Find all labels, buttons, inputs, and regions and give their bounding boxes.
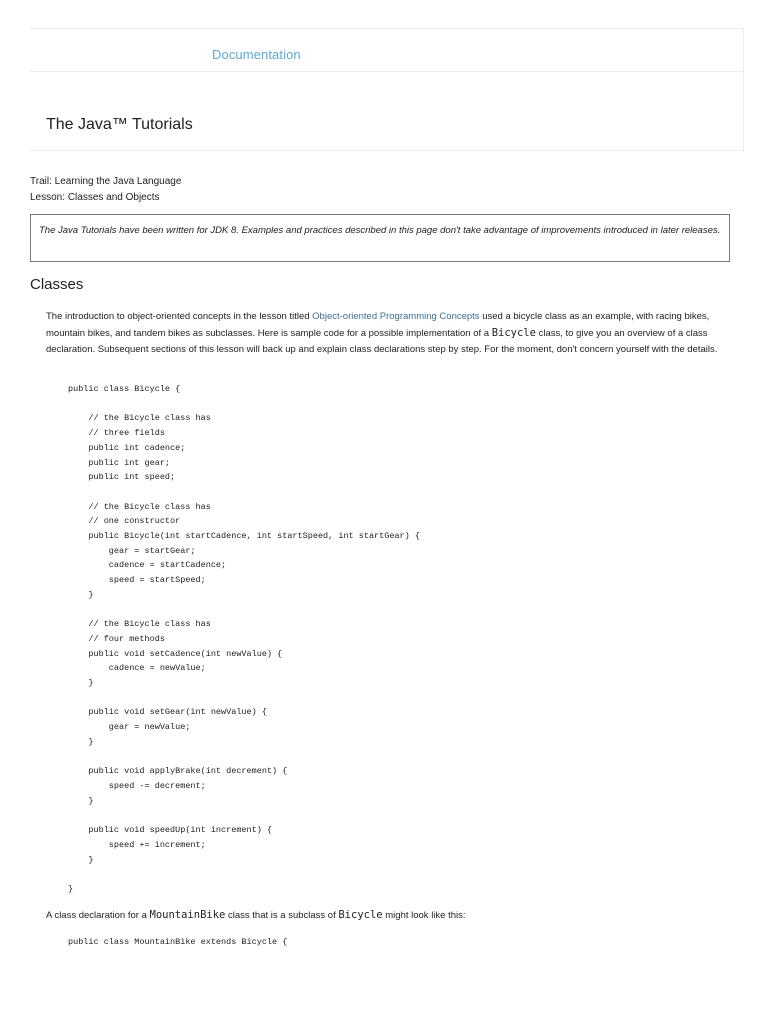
code-line: cadence = startCadence; bbox=[68, 560, 227, 571]
breadcrumb-trail bbox=[30, 174, 181, 190]
code-line: // the Bicycle class has bbox=[68, 413, 211, 424]
subclass-text-2: class that is a subclass of bbox=[225, 910, 339, 921]
subclass-inline-code-2: Bicycle bbox=[338, 909, 383, 921]
intro-text-1: The introduction to object-oriented concepts in the lesson titled bbox=[46, 311, 313, 322]
intro-inline-code: Bicycle bbox=[491, 327, 536, 339]
intro-text-2: used a bicycle class as an example, with racing bikes, mountain bikes, and tandem bikes as subclasses. Here is sample code for a possible implementation of a bbox=[46, 311, 710, 339]
code-line: } bbox=[68, 795, 94, 806]
code-line: } bbox=[68, 736, 94, 747]
code-line: gear = newValue; bbox=[68, 722, 191, 733]
code-line: speed += increment; bbox=[68, 839, 206, 850]
code-line: speed -= decrement; bbox=[68, 780, 206, 791]
code-line: public int cadence; bbox=[68, 442, 186, 453]
code-line: public class MountainBike extends Bicycle { bbox=[68, 937, 288, 947]
code-line: public class Bicycle { bbox=[68, 384, 181, 394]
code-line: public int speed; bbox=[68, 472, 176, 483]
code-line: } bbox=[68, 854, 94, 865]
code-line: cadence = newValue; bbox=[68, 663, 206, 674]
intro-text-3: class, to give you an overview of a class declaration. Subsequent sections of this lesson will back up and explain class declarations step by step. For the moment, don't concern yourself with the details. bbox=[46, 328, 718, 355]
header-divider bbox=[30, 71, 744, 72]
subclass-text-3: might look like this: bbox=[382, 910, 466, 921]
code-line: public Bicycle(int startCadence, int startSpeed, int startGear) { bbox=[68, 531, 420, 542]
mountainbike-code-block bbox=[68, 935, 287, 950]
code-line: // four methods bbox=[68, 633, 165, 644]
code-line: // one constructor bbox=[68, 516, 181, 527]
trail-label: Trail: bbox=[30, 176, 55, 187]
subclass-inline-code-1: MountainBike bbox=[149, 909, 226, 921]
code-line: public void setGear(int newValue) { bbox=[68, 707, 267, 718]
code-line: public int gear; bbox=[68, 457, 171, 468]
code-line: } bbox=[68, 678, 94, 689]
breadcrumb-lesson bbox=[30, 190, 181, 206]
jdk-notice-text: The Java Tutorials have been written for JDK 8. Examples and practices described in this page don't take advantage of improvements introduced in later releases. bbox=[39, 225, 721, 236]
code-line: // the Bicycle class has bbox=[68, 501, 211, 512]
lesson-label: Lesson: bbox=[30, 192, 68, 203]
code-line: public void applyBrake(int decrement) { bbox=[68, 766, 288, 777]
intro-paragraph bbox=[46, 309, 726, 358]
page-title: The Java™ Tutorials bbox=[46, 116, 193, 133]
breadcrumb bbox=[30, 174, 181, 206]
code-line: public void setCadence(int newValue) { bbox=[68, 648, 283, 659]
oop-concepts-link[interactable]: Object-oriented Programming Concepts bbox=[312, 311, 480, 322]
jdk-notice bbox=[30, 214, 730, 262]
code-line: speed = startSpeed; bbox=[68, 575, 206, 586]
subclass-text-1: A class declaration for a bbox=[46, 910, 150, 921]
lesson-value: Classes and Objects bbox=[67, 192, 160, 203]
section-title: Classes bbox=[30, 276, 84, 293]
documentation-link[interactable]: Documentation bbox=[212, 47, 301, 62]
subclass-paragraph bbox=[46, 907, 466, 924]
code-line: } bbox=[68, 589, 94, 600]
code-line: gear = startGear; bbox=[68, 545, 196, 556]
code-line: // the Bicycle class has bbox=[68, 619, 211, 630]
bicycle-code-block bbox=[68, 382, 420, 897]
code-line: public void speedUp(int increment) { bbox=[68, 825, 273, 836]
trail-value: Learning the Java Language bbox=[54, 176, 182, 187]
code-line: } bbox=[68, 883, 74, 894]
code-line: // three fields bbox=[68, 428, 165, 439]
